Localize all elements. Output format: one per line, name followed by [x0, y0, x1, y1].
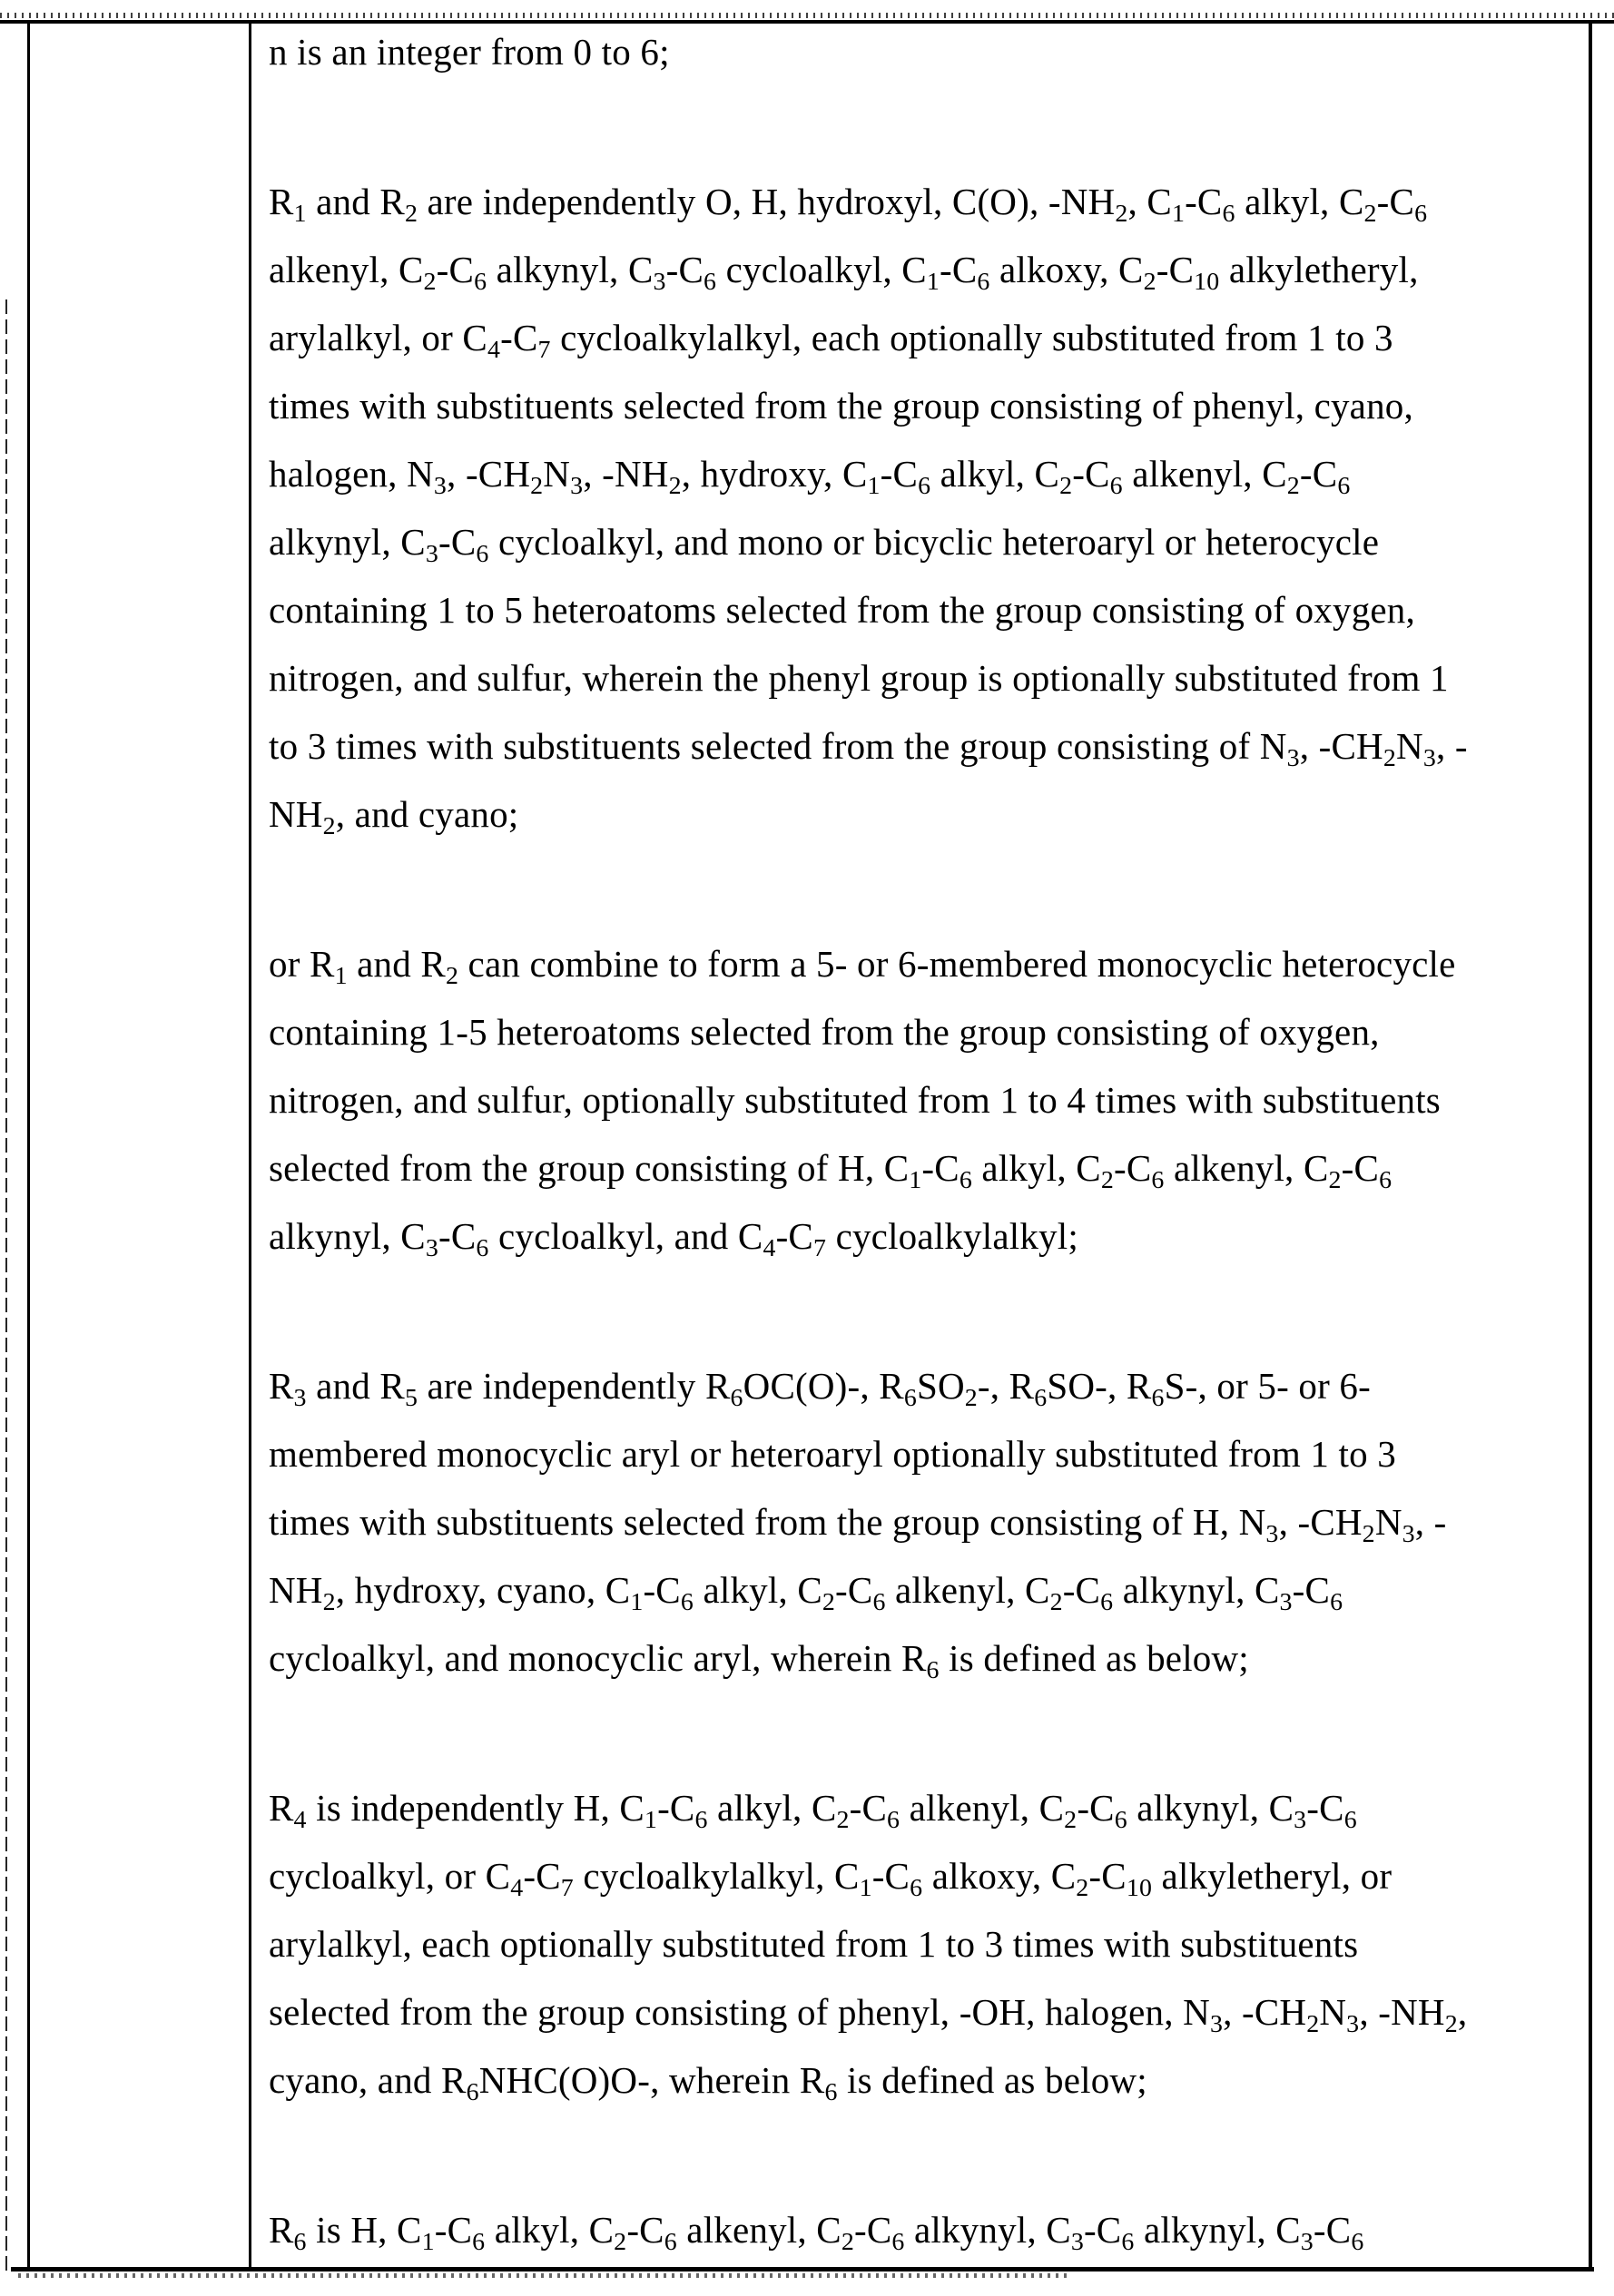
text-line: $R_6$ is H, $C_1-C_6$ alkyl, $C_2-C_6$ alkenyl, $C_2-C_6$ alkynyl, $C_3-C_6$ alkynyl, $C_3-C_6$ [269, 2209, 1364, 2256]
paragraph [269, 1352, 1583, 1693]
scan-artifact-left-edge [5, 299, 7, 2273]
text-line: times with substituents selected from the group consisting of H, $N_3$, $-CH_2N_3$, - [269, 1501, 1447, 1548]
paragraph [269, 18, 1583, 86]
text-line: arylalkyl, or $C_4-C_7$ cycloalkylalkyl, each optionally substituted from 1 to 3 [269, 317, 1393, 364]
text-line: cycloalkyl, and monocyclic aryl, wherein $R_6$ is defined as below; [269, 1637, 1249, 1684]
text-line: alkynyl, $C_3-C_6$ cycloalkyl, and $C_4-C_7$ cycloalkylalkyl; [269, 1215, 1078, 1262]
text-line: $NH_2$, and cyano; [269, 793, 519, 840]
text-line: containing 1 to 5 heteroatoms selected from the group consisting of oxygen, [269, 589, 1415, 631]
text-line: selected from the group consisting of phenyl, -OH, halogen, $N_3$, $-CH_2N_3$, $-NH_2$, [269, 1991, 1468, 2038]
table-column-divider [249, 20, 251, 2271]
text-line: selected from the group consisting of H, $C_1-C_6$ alkyl, $C_2-C_6$ alkenyl, $C_2-C_6$ [269, 1147, 1393, 1194]
text-line: $NH_2$, hydroxy, cyano, $C_1-C_6$ alkyl, $C_2-C_6$ alkenyl, $C_2-C_6$ alkynyl, $C_3-C_6$ [269, 1569, 1343, 1616]
text-line: alkynyl, $C_3-C_6$ cycloalkyl, and mono or bicyclic heteroaryl or heterocycle [269, 521, 1380, 568]
text-line: containing 1-5 heteroatoms selected from the group consisting of oxygen, [269, 1011, 1380, 1053]
text-line: $R_1$ and $R_2$ are independently O, H, hydroxyl, C(O), $-NH_2$, $C_1-C_6$ alkyl, $C_2-C_6$ [269, 181, 1428, 228]
text-line: cycloalkyl, or $C_4-C_7$ cycloalkylalkyl, $C_1-C_6$ alkoxy, $C_2-C_{10}$ alkyletheryl, or [269, 1855, 1393, 1902]
paragraph [269, 168, 1583, 849]
paragraph [269, 2196, 1583, 2264]
text-line: arylalkyl, each optionally substituted from 1 to 3 times with substituents [269, 1923, 1359, 1965]
text-line: halogen, $N_3$, $-CH_2N_3$, $-NH_2$, hydroxy, $C_1-C_6$ alkyl, $C_2-C_6$ alkenyl, $C_2-C_6$ [269, 453, 1351, 500]
table-border-right [1589, 20, 1592, 2271]
table-border-bottom [11, 2267, 1594, 2271]
paragraph [269, 1774, 1583, 2114]
text-line: $R_3$ and $R_5$ are independently $R_6OC(O)-$, $R_6SO_2-$, $R_6SO-$, $R_6S-$, or 5- or 6- [269, 1365, 1371, 1412]
claims-text-column [269, 18, 1583, 2264]
text-line: nitrogen, and sulfur, wherein the phenyl group is optionally substituted from 1 [269, 657, 1449, 699]
text-line: nitrogen, and sulfur, optionally substituted from 1 to 4 times with substituents [269, 1079, 1441, 1121]
paragraph [269, 930, 1583, 1271]
text-line: n is an integer from 0 to 6; [269, 31, 670, 73]
text-line: times with substituents selected from the group consisting of phenyl, cyano, [269, 385, 1413, 427]
text-line: alkenyl, $C_2-C_6$ alkynyl, $C_3-C_6$ cycloalkyl, $C_1-C_6$ alkoxy, $C_2-C_{10}$ alkyletheryl, [269, 249, 1419, 296]
text-line: cyano, and $R_6NHC(O)O-$, wherein $R_6$ is defined as below; [269, 2059, 1147, 2106]
scan-artifact-bottom-ticks [18, 2273, 1071, 2278]
text-line: or $R_1$ and $R_2$ can combine to form a 5- or 6-membered monocyclic heterocycle [269, 943, 1456, 990]
table-left-cell-empty [30, 24, 249, 2267]
text-line: membered monocyclic aryl or heteroaryl optionally substituted from 1 to 3 [269, 1433, 1396, 1475]
text-line: to 3 times with substituents selected from the group consisting of $N_3$, $-CH_2N_3$, - [269, 725, 1468, 772]
text-line: $R_4$ is independently H, $C_1-C_6$ alkyl, $C_2-C_6$ alkenyl, $C_2-C_6$ alkynyl, $C_3-C_6$ [269, 1787, 1357, 1834]
